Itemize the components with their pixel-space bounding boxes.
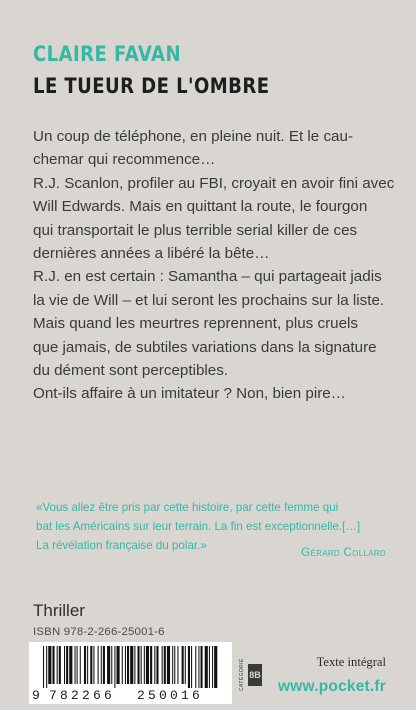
barcode-bar xyxy=(201,646,203,688)
book-title: LE TUEUR DE L'OMBRE xyxy=(33,74,270,98)
barcode-bar xyxy=(80,646,81,684)
barcode-bar xyxy=(84,646,86,684)
quote-line: La révélation française du polar.» xyxy=(36,539,207,552)
blurb-line: dernières années a libéré la bête… xyxy=(33,245,270,263)
barcode-bar xyxy=(57,646,58,684)
blurb xyxy=(33,125,393,406)
barcode-bar xyxy=(144,646,145,684)
barcode-bar xyxy=(117,646,120,684)
barcode-bars xyxy=(43,646,219,688)
barcode-first-digit: 9 xyxy=(32,688,40,703)
barcode-bar xyxy=(141,646,142,684)
barcode-bar xyxy=(191,646,192,688)
category-logo xyxy=(239,650,263,700)
barcode-bar xyxy=(162,646,163,684)
edition-note: Texte intégral xyxy=(316,655,386,669)
barcode-bar xyxy=(122,646,123,684)
barcode-bar xyxy=(93,646,94,684)
barcode-bar xyxy=(212,646,213,688)
barcode-bar xyxy=(48,646,51,684)
blurb-line: qui transportait le plus terrible serial killer de ces xyxy=(33,221,358,239)
barcode-bar xyxy=(205,646,208,688)
barcode-bar xyxy=(150,646,152,684)
blurb-line: R.J. Scanlon, profiler au FBI, croyait en avoir fini avec xyxy=(33,174,395,192)
barcode-bar xyxy=(214,646,217,688)
quote-line: bat les Américains sur leur terrain. La fin est exceptionnelle.[…] xyxy=(36,520,361,533)
barcode-bar xyxy=(64,646,65,684)
blurb-line: Mais quand les meurtres reprennent, plus cruels xyxy=(33,315,359,333)
quote-line: «Vous allez être pris par cette histoire, par cette femme qui xyxy=(36,501,339,514)
barcode-bar xyxy=(75,646,76,684)
barcode-bar xyxy=(209,646,210,688)
barcode-bar xyxy=(182,646,184,684)
barcode-group-1: 782266 xyxy=(49,688,116,703)
barcode-bar xyxy=(156,646,158,684)
barcode-bar xyxy=(52,646,54,684)
barcode-bar xyxy=(146,646,149,684)
barcode-bar xyxy=(66,646,68,684)
isbn: ISBN 978-2-266-25001-6 xyxy=(33,626,165,638)
barcode-bar xyxy=(90,646,92,684)
blurb-line: R.J. en est certain : Samantha – qui partageait jadis xyxy=(33,268,382,286)
barcode-bar xyxy=(185,646,186,684)
barcode-bar xyxy=(103,646,105,684)
barcode-bar xyxy=(46,646,47,688)
barcode-bar xyxy=(188,646,190,688)
barcode-bar xyxy=(69,646,72,684)
barcode-bar xyxy=(154,646,155,684)
barcode-bar xyxy=(167,646,170,684)
barcode-bar xyxy=(164,646,166,684)
blurb-line: la vie de Will – et lui seront les prochains sur la liste. xyxy=(33,291,385,309)
barcode-group-2: 250016 xyxy=(137,688,204,703)
barcode-bar xyxy=(101,646,102,684)
author-name: CLAIRE FAVAN xyxy=(33,42,182,66)
barcode-bar xyxy=(130,646,133,684)
barcode-bar xyxy=(195,646,196,688)
barcode-bar xyxy=(172,646,173,684)
barcode-bar xyxy=(77,646,78,684)
blurb-line: Will Edwards. Mais en quittant la route, le fourgon xyxy=(33,198,368,216)
barcode-bar xyxy=(174,646,175,684)
barcode-bar xyxy=(107,646,110,684)
blurb-line: Ont-ils affaire à un imitateur ? Non, bien pire… xyxy=(33,385,346,403)
barcode-bar xyxy=(59,646,61,684)
barcode-bar xyxy=(127,646,129,684)
category-logo-text: CATÉGORIE xyxy=(239,658,245,692)
barcode-bar xyxy=(134,646,135,684)
category-logo-mark: 8B xyxy=(248,664,262,686)
quote-author: Gérard Collard xyxy=(301,546,386,559)
genre-label: Thriller xyxy=(33,601,85,620)
barcode-bar xyxy=(138,646,140,684)
barcode-bar xyxy=(198,646,199,688)
blurb-line: chemar qui recommence… xyxy=(33,151,216,169)
barcode-bar xyxy=(87,646,88,684)
barcode-bar xyxy=(43,646,44,688)
blurb-line: que jamais, de subtiles variations dans la signature xyxy=(33,338,377,356)
barcode-bar xyxy=(114,646,115,688)
barcode-bar xyxy=(125,646,126,684)
barcode-bar xyxy=(111,646,112,684)
blurb-line: Un coup de téléphone, en pleine nuit. Et le cau- xyxy=(33,128,354,145)
blurb-line: du dément sont perceptibles. xyxy=(33,362,229,380)
barcode-bar xyxy=(98,646,99,684)
barcode xyxy=(29,642,232,704)
barcode-bar xyxy=(177,646,178,684)
publisher-website[interactable]: www.pocket.fr xyxy=(278,678,386,695)
